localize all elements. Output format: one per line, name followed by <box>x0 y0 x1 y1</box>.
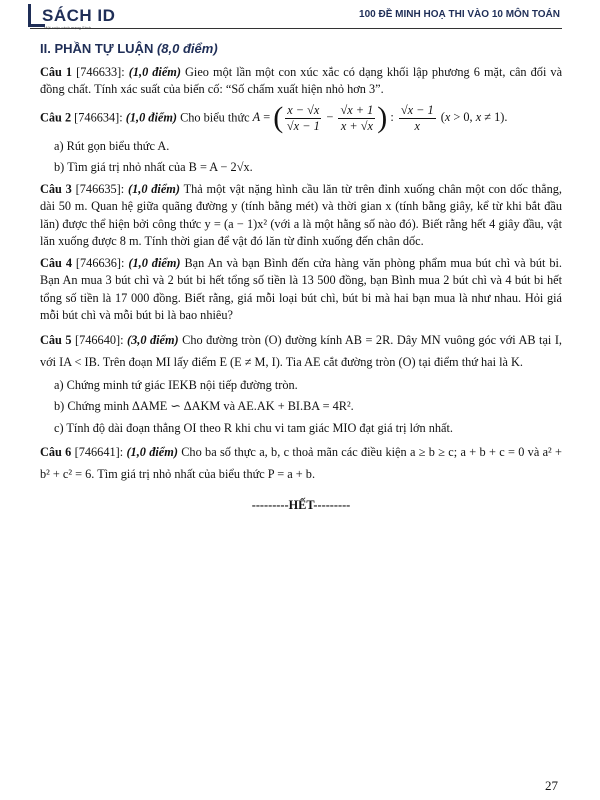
q5-part-c: c) Tính độ dài đoạn thẳng OI theo R khi chu vi tam giác MIO đạt giá trị lớn nhất. <box>54 420 454 435</box>
q5-points: (3,0 điểm) <box>127 332 179 347</box>
q2-points: (1,0 điểm) <box>125 109 177 124</box>
section-title <box>40 40 562 58</box>
q2-id: [746634]: <box>74 109 123 124</box>
q1-label: Câu 1 <box>40 64 73 79</box>
q5-label: Câu 5 <box>40 332 72 347</box>
q3-id: [746635]: <box>75 181 125 196</box>
question-4 <box>40 255 562 325</box>
page-content <box>40 40 562 515</box>
q6-points: (1,0 điểm) <box>126 445 178 459</box>
q5-id: [746640]: <box>75 332 124 347</box>
q4-id: [746636]: <box>75 255 125 270</box>
q4-text: Bạn An và bạn Bình đến cửa hàng văn phòng phẩm mua bút chì và bút bi. Bạn An mua 3 bút chì và 2 bút bi hết tổng số tiền là 13 500 đồng, bạn Bình mua 2 bút chì và 4 bút bi hết tổng số tiền là 17 000 đồng. Biết rằng, giá mỗi loại bút chì, bút bi mà hai bạn mua là như nhau. Hỏi giá mỗi bút chì và mỗi bút bi là bao nhiêu? <box>40 255 562 322</box>
q2-part-b: b) Tìm giá trị nhỏ nhất của B = A − 2√x. <box>54 160 253 174</box>
book-title: 100 ĐỀ MINH HOẠ THI VÀO 10 MÔN TOÁN <box>359 9 560 20</box>
section-title-text: II. PHẦN TỰ LUẬN <box>40 41 154 56</box>
q5-part-a: a) Chứng minh tứ giác IEKB nội tiếp đường tròn. <box>54 377 298 392</box>
logo-text: SÁCH ID <box>42 6 116 25</box>
q6-id: [746641]: <box>74 445 124 459</box>
q1-points: (1,0 điểm) <box>128 64 181 79</box>
end-marker: ---------HẾT--------- <box>251 498 351 512</box>
question-1 <box>40 64 562 99</box>
q6-text: Cho ba số thực a, b, c thoả mãn các điều kiện a ≥ b ≥ c; a + b + c = 0 và a² + b² + c² = 6. Tìm giá trị nhỏ nhất của biểu thức P = a + b. <box>40 445 562 481</box>
q2-part-a: a) Rút gọn biểu thức A. <box>54 138 170 153</box>
logo-subtitle: Một cuộc cách mạng Sách <box>44 25 92 30</box>
q2-formula: A = ( $\frac{x - √x}{√x - 1}$ − $\frac{√x + 1}{x + √x}$ ) : $\frac{√x - 1}{x}$ (x > 0, x ≠ 1). <box>252 101 508 134</box>
page-number: 27 <box>545 778 558 793</box>
question-2 <box>40 103 562 134</box>
q3-label: Câu 3 <box>40 181 72 196</box>
header-divider <box>30 28 562 29</box>
q5-text: Cho đường tròn (O) đường kính AB = 2R. Dây MN vuông góc với AB tại I, với IA < IB. Trên đoạn MI lấy điểm E (E ≠ M, I). Tia AE cắt đường tròn (O) tại điểm thứ hai là K. <box>40 332 563 369</box>
q6-label: Câu 6 <box>40 445 72 459</box>
q4-points: (1,0 điểm) <box>128 255 181 270</box>
question-5 <box>40 329 562 373</box>
section-points: (8,0 điểm) <box>156 41 218 56</box>
page-header <box>0 0 600 32</box>
q4-label: Câu 4 <box>40 255 72 270</box>
q2-label: Câu 2 <box>40 109 72 124</box>
q1-id: [746633]: <box>76 64 125 79</box>
q5-part-b: b) Chứng minh ΔAME ∽ ΔAKM và AE.AK + BI.BA = 4R². <box>54 399 354 413</box>
q1-text: Gieo một lần một con xúc xắc có dạng khối lập phương 6 mặt, cân đối và đồng chất. Tính xác suất của biến cố: “Số chấm xuất hiện nhỏ hơn 3”. <box>40 64 563 96</box>
q3-text: Thả một vật nặng hình cầu lăn từ trên đỉnh xuống chân một con dốc thẳng, dài 50 m. Quan hệ giữa quãng đường y (tính bằng mét) và thời gian x (tính bằng giây, kể từ khi bắt đầu lăn) được thể hiện bởi công thức y = (a − 1)x² (với a là một hằng số nào đó). Biết rằng hết 4 giây đầu, vật lăn xuống được 8 m. Tính thời gian để vật đó lăn từ đỉnh xuống đến chân dốc. <box>40 181 563 248</box>
q3-points: (1,0 điểm) <box>128 181 180 196</box>
question-3 <box>40 181 562 251</box>
q2-text: Cho biểu thức <box>180 109 250 124</box>
question-6 <box>40 441 562 485</box>
